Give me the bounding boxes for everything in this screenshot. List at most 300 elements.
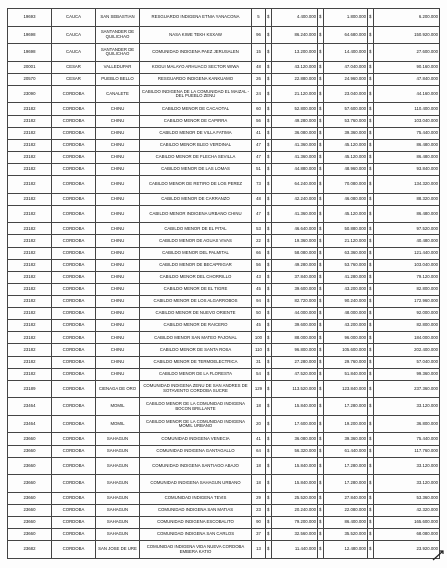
value-1-cell: 19.360.000 (272, 235, 318, 247)
currency-cell: $ (368, 164, 374, 176)
signature-mark-icon (431, 548, 445, 562)
table-row (8, 44, 440, 62)
currency-cell: $ (266, 457, 272, 475)
currency-cell: $ (266, 127, 272, 139)
currency-cell: $ (318, 139, 324, 151)
code-cell: 19693 (8, 9, 52, 27)
table-row (8, 103, 440, 115)
code-cell: 23182 (8, 176, 52, 194)
municipality-cell: CHINU (96, 139, 140, 151)
municipality-cell: CHINU (96, 115, 140, 127)
table-row (8, 26, 440, 44)
community-name-cell: CABILDO MENOR DE CACAOTAL (140, 103, 252, 115)
code-cell: 23182 (8, 247, 52, 259)
value-1-cell: 15.840.000 (272, 457, 318, 475)
table-body (8, 9, 440, 559)
currency-cell: $ (368, 85, 374, 103)
department-cell: CORDOBA (52, 283, 96, 295)
municipality-cell: CHINU (96, 368, 140, 380)
community-name-cell: COMUNIDAD INDIGENA SANTIAGO ABAJO (140, 457, 252, 475)
value-2-cell: 46.080.000 (324, 193, 368, 205)
value-2-cell: 53.760.000 (324, 259, 368, 271)
municipality-cell: SANTANDER DE QUILICHAO (96, 44, 140, 62)
municipality-cell: MOMIL (96, 415, 140, 433)
code-cell: 23182 (8, 368, 52, 380)
total-cell: 99.360.000 (374, 368, 440, 380)
currency-cell: $ (318, 529, 324, 541)
department-cell: CORDOBA (52, 332, 96, 344)
currency-cell: $ (318, 504, 324, 516)
community-name-cell: CABILDO MENOR DE BECAPRIGAR (140, 259, 252, 271)
currency-cell: $ (318, 308, 324, 320)
municipality-cell: CHINU (96, 223, 140, 235)
code-cell: 23464 (8, 398, 52, 416)
currency-cell: $ (266, 445, 272, 457)
count-cell: 29 (252, 492, 266, 504)
currency-cell: $ (266, 73, 272, 85)
total-cell: 86.480.000 (374, 205, 440, 223)
currency-cell: $ (318, 61, 324, 73)
currency-cell: $ (318, 415, 324, 433)
municipality-cell: SAHAGUN (96, 457, 140, 475)
department-cell: CORDOBA (52, 380, 96, 398)
currency-cell: $ (368, 308, 374, 320)
table-row (8, 115, 440, 127)
municipality-cell: PUEBLO BELLO (96, 73, 140, 85)
currency-cell: $ (368, 151, 374, 163)
table-row (8, 541, 440, 559)
department-cell: CESAR (52, 73, 96, 85)
value-1-cell: 11.440.000 (272, 541, 318, 559)
count-cell: 47 (252, 205, 266, 223)
department-cell: CORDOBA (52, 308, 96, 320)
code-cell: 23182 (8, 296, 52, 308)
community-name-cell: COMUNIDAD INDIGENA VIDA NUEVA CORDOBA EMBERA KATIO (140, 541, 252, 559)
community-name-cell: CABILDO MENOR DE TERMOELECTRICA (140, 356, 252, 368)
currency-cell: $ (266, 332, 272, 344)
code-cell: 23182 (8, 308, 52, 320)
value-2-cell: 50.880.000 (324, 223, 368, 235)
department-cell: CORDOBA (52, 517, 96, 529)
community-name-cell: COMUNIDAD INDIGENA ZENU DE SAN ANDRES DE SOTAVENTO CORDOBA SUCRE (140, 380, 252, 398)
count-cell: 54 (252, 368, 266, 380)
currency-cell: $ (318, 176, 324, 194)
code-cell: 23182 (8, 223, 52, 235)
currency-cell: $ (318, 344, 324, 356)
value-2-cell: 53.760.000 (324, 115, 368, 127)
currency-cell: $ (318, 433, 324, 445)
department-cell: CORDOBA (52, 205, 96, 223)
municipality-cell: CHINU (96, 296, 140, 308)
table-row (8, 296, 440, 308)
department-cell: CORDOBA (52, 223, 96, 235)
value-2-cell: 96.000.000 (324, 332, 368, 344)
total-cell: 110.400.000 (374, 103, 440, 115)
community-name-cell: CABILDO MENOR INDIGENA URBANO CHINU (140, 205, 252, 223)
currency-cell: $ (368, 283, 374, 295)
total-cell: 68.080.000 (374, 529, 440, 541)
value-1-cell: 25.520.000 (272, 492, 318, 504)
value-1-cell: 43.120.000 (272, 61, 318, 73)
value-2-cell: 105.600.000 (324, 344, 368, 356)
community-name-cell: CABILDO MENOR DE LA COMUNIDAD INDIGENA BOCON BRILLANTE (140, 398, 252, 416)
currency-cell: $ (318, 332, 324, 344)
count-cell: 26 (252, 73, 266, 85)
currency-cell: $ (368, 259, 374, 271)
community-name-cell: COMUNIDAD INDIGENA GANTAGALLO (140, 445, 252, 457)
code-cell: 23182 (8, 127, 52, 139)
currency-cell: $ (318, 127, 324, 139)
department-cell: CORDOBA (52, 475, 96, 493)
table-row (8, 127, 440, 139)
count-cell: 94 (252, 296, 266, 308)
value-2-cell: 17.280.000 (324, 457, 368, 475)
total-cell: 86.480.000 (374, 151, 440, 163)
table-row (8, 475, 440, 493)
municipality-cell: SAN JOSE DE URE (96, 541, 140, 559)
currency-cell: $ (266, 368, 272, 380)
table-row (8, 492, 440, 504)
value-1-cell: 39.600.000 (272, 320, 318, 332)
table-row (8, 247, 440, 259)
currency-cell: $ (266, 139, 272, 151)
code-cell: 23182 (8, 283, 52, 295)
currency-cell: $ (318, 320, 324, 332)
count-cell: 48 (252, 61, 266, 73)
total-cell: 33.120.000 (374, 457, 440, 475)
currency-cell: $ (368, 235, 374, 247)
total-cell: 121.440.000 (374, 247, 440, 259)
total-cell: 75.440.000 (374, 127, 440, 139)
value-2-cell: 64.680.000 (324, 26, 368, 44)
currency-cell: $ (368, 445, 374, 457)
currency-cell: $ (318, 457, 324, 475)
currency-cell: $ (318, 115, 324, 127)
count-cell: 5 (252, 9, 266, 27)
value-2-cell: 45.120.000 (324, 151, 368, 163)
count-cell: 31 (252, 356, 266, 368)
community-name-cell: KOGUI MALAYO ARHUACO SECTOR WIWA (140, 61, 252, 73)
currency-cell: $ (318, 205, 324, 223)
community-name-cell: CABILDO MENOR DE AGUAS VIVAS (140, 235, 252, 247)
community-name-cell: CABILDO MENOR DE RAICERO (140, 320, 252, 332)
total-cell: 86.480.000 (374, 139, 440, 151)
municipality-cell: SAHAGUN (96, 475, 140, 493)
count-cell: 23 (252, 504, 266, 516)
table-row (8, 205, 440, 223)
currency-cell: $ (266, 164, 272, 176)
currency-cell: $ (318, 44, 324, 62)
value-2-cell: 51.840.000 (324, 368, 368, 380)
total-cell: 172.960.000 (374, 296, 440, 308)
value-1-cell: 56.320.000 (272, 445, 318, 457)
value-2-cell: 24.960.000 (324, 73, 368, 85)
department-cell: CORDOBA (52, 235, 96, 247)
value-1-cell: 88.000.000 (272, 332, 318, 344)
currency-cell: $ (266, 193, 272, 205)
currency-cell: $ (368, 332, 374, 344)
count-cell: 50 (252, 308, 266, 320)
department-cell: CORDOBA (52, 457, 96, 475)
code-cell: 19698 (8, 44, 52, 62)
count-cell: 60 (252, 103, 266, 115)
value-2-cell: 41.280.000 (324, 271, 368, 283)
municipality-cell: CANALETE (96, 85, 140, 103)
table-row (8, 235, 440, 247)
community-name-cell: CABILDO MENOR DE LA FLORESTA (140, 368, 252, 380)
currency-cell: $ (266, 259, 272, 271)
value-2-cell: 22.080.000 (324, 504, 368, 516)
value-2-cell: 1.800.000 (324, 9, 368, 27)
currency-cell: $ (266, 85, 272, 103)
municipality-cell: SAHAGUN (96, 492, 140, 504)
table-row (8, 356, 440, 368)
total-cell: 184.000.000 (374, 332, 440, 344)
value-1-cell: 21.120.000 (272, 85, 318, 103)
count-cell: 47 (252, 151, 266, 163)
department-cell: CORDOBA (52, 492, 96, 504)
code-cell: 23660 (8, 492, 52, 504)
count-cell: 48 (252, 193, 266, 205)
municipality-cell: SAHAGUN (96, 504, 140, 516)
code-cell: 23660 (8, 433, 52, 445)
community-name-cell: CABILDO MENOR DEL CHORRILLO (140, 271, 252, 283)
currency-cell: $ (266, 356, 272, 368)
currency-cell: $ (266, 176, 272, 194)
currency-cell: $ (266, 380, 272, 398)
total-cell: 103.040.000 (374, 115, 440, 127)
table-row (8, 457, 440, 475)
total-cell: 36.800.000 (374, 415, 440, 433)
table-row (8, 445, 440, 457)
allocation-table (7, 8, 440, 559)
municipality-cell: CHINU (96, 193, 140, 205)
count-cell: 56 (252, 259, 266, 271)
total-cell: 33.120.000 (374, 475, 440, 493)
table-row (8, 415, 440, 433)
table-row (8, 308, 440, 320)
total-cell: 33.120.000 (374, 398, 440, 416)
table-row (8, 283, 440, 295)
total-cell: 53.360.000 (374, 492, 440, 504)
community-name-cell: CABILDO INDIGENA DE LA COMUNIDAD EL MAIZAL - DEL PUEBLO ZENU (140, 85, 252, 103)
code-cell: 23182 (8, 139, 52, 151)
currency-cell: $ (266, 492, 272, 504)
count-cell: 100 (252, 332, 266, 344)
value-1-cell: 22.880.000 (272, 73, 318, 85)
total-cell: 47.840.000 (374, 73, 440, 85)
community-name-cell: CABILDO MENOR DE EL TIGRE (140, 283, 252, 295)
currency-cell: $ (318, 475, 324, 493)
currency-cell: $ (266, 115, 272, 127)
count-cell: 56 (252, 115, 266, 127)
currency-cell: $ (368, 223, 374, 235)
municipality-cell: SAHAGUN (96, 517, 140, 529)
total-cell: 90.160.000 (374, 61, 440, 73)
municipality-cell: CHINU (96, 205, 140, 223)
community-name-cell: CABILDO MENOR DE LOS ALGARROBOS (140, 296, 252, 308)
department-cell: CORDOBA (52, 247, 96, 259)
currency-cell: $ (318, 398, 324, 416)
department-cell: CORDOBA (52, 176, 96, 194)
value-1-cell: 47.520.000 (272, 368, 318, 380)
value-1-cell: 49.280.000 (272, 115, 318, 127)
value-1-cell: 17.600.000 (272, 415, 318, 433)
count-cell: 73 (252, 176, 266, 194)
code-cell: 23182 (8, 320, 52, 332)
currency-cell: $ (318, 223, 324, 235)
currency-cell: $ (266, 308, 272, 320)
total-cell: 88.320.000 (374, 193, 440, 205)
value-2-cell: 43.200.000 (324, 283, 368, 295)
department-cell: CORDOBA (52, 151, 96, 163)
community-name-cell: CABILDO MENOR DE FLECHA SEVILLA (140, 151, 252, 163)
community-name-cell: CABILDO MENOR SAN MATEO PAJONAL (140, 332, 252, 344)
currency-cell: $ (368, 368, 374, 380)
currency-cell: $ (368, 271, 374, 283)
value-2-cell: 48.000.000 (324, 308, 368, 320)
total-cell: 103.040.000 (374, 259, 440, 271)
currency-cell: $ (368, 9, 374, 27)
value-1-cell: 39.600.000 (272, 283, 318, 295)
code-cell: 23182 (8, 103, 52, 115)
value-2-cell: 17.280.000 (324, 475, 368, 493)
total-cell: 75.440.000 (374, 433, 440, 445)
community-name-cell: CABILDO MENOR DE CAPIRRA (140, 115, 252, 127)
code-cell: 23660 (8, 504, 52, 516)
currency-cell: $ (266, 433, 272, 445)
value-2-cell: 45.120.000 (324, 205, 368, 223)
department-cell: CORDOBA (52, 368, 96, 380)
value-2-cell: 45.120.000 (324, 139, 368, 151)
department-cell: CORDOBA (52, 103, 96, 115)
table-row (8, 73, 440, 85)
value-2-cell: 123.840.000 (324, 380, 368, 398)
code-cell: 23682 (8, 541, 52, 559)
currency-cell: $ (368, 517, 374, 529)
currency-cell: $ (368, 44, 374, 62)
table-row (8, 151, 440, 163)
table-row (8, 271, 440, 283)
value-2-cell: 39.360.000 (324, 127, 368, 139)
total-cell: 23.920.000 (374, 541, 440, 559)
currency-cell: $ (368, 492, 374, 504)
value-2-cell: 12.480.000 (324, 541, 368, 559)
value-2-cell: 61.440.000 (324, 445, 368, 457)
municipality-cell: VALLEDUPAR (96, 61, 140, 73)
total-cell: 237.360.000 (374, 380, 440, 398)
currency-cell: $ (266, 235, 272, 247)
department-cell: CORDOBA (52, 164, 96, 176)
community-name-cell: COMUNIDAD INDIGENA SAN MATIAS (140, 504, 252, 516)
municipality-cell: CHINU (96, 271, 140, 283)
currency-cell: $ (318, 247, 324, 259)
municipality-cell: CHINU (96, 127, 140, 139)
code-cell: 23182 (8, 259, 52, 271)
table-row (8, 504, 440, 516)
currency-cell: $ (266, 9, 272, 27)
currency-cell: $ (368, 344, 374, 356)
count-cell: 18 (252, 475, 266, 493)
value-1-cell: 46.640.000 (272, 223, 318, 235)
count-cell: 45 (252, 320, 266, 332)
total-cell: 117.760.000 (374, 445, 440, 457)
department-cell: CORDOBA (52, 139, 96, 151)
count-cell: 37 (252, 529, 266, 541)
community-name-cell: COMUNIDAD INDIGENA ESCOBALITO (140, 517, 252, 529)
department-cell: CAUCA (52, 9, 96, 27)
count-cell: 53 (252, 223, 266, 235)
currency-cell: $ (368, 61, 374, 73)
count-cell: 110 (252, 344, 266, 356)
currency-cell: $ (368, 398, 374, 416)
municipality-cell: SAHAGUN (96, 445, 140, 457)
community-name-cell: COMUNIDAD INDIGENA SAHAGUN URBANO (140, 475, 252, 493)
department-cell: CORDOBA (52, 115, 96, 127)
currency-cell: $ (368, 457, 374, 475)
currency-cell: $ (266, 247, 272, 259)
code-cell: 23182 (8, 344, 52, 356)
department-cell: CORDOBA (52, 296, 96, 308)
currency-cell: $ (266, 320, 272, 332)
community-name-cell: COMUNIDAD INDIGENA VENECIA (140, 433, 252, 445)
department-cell: CORDOBA (52, 193, 96, 205)
table-row (8, 368, 440, 380)
currency-cell: $ (368, 529, 374, 541)
value-1-cell: 41.360.000 (272, 205, 318, 223)
code-cell: 23660 (8, 457, 52, 475)
value-2-cell: 47.040.000 (324, 61, 368, 73)
value-1-cell: 36.080.000 (272, 127, 318, 139)
code-cell: 23660 (8, 517, 52, 529)
count-cell: 20 (252, 415, 266, 433)
community-name-cell: CABILDO MENOR DE SANTA ROSA (140, 344, 252, 356)
municipality-cell: CHINU (96, 151, 140, 163)
currency-cell: $ (266, 61, 272, 73)
total-cell: 82.800.000 (374, 320, 440, 332)
value-2-cell: 14.400.000 (324, 44, 368, 62)
department-cell: CORDOBA (52, 271, 96, 283)
value-2-cell: 29.760.000 (324, 356, 368, 368)
currency-cell: $ (266, 26, 272, 44)
table-row (8, 176, 440, 194)
municipality-cell: CHINU (96, 235, 140, 247)
municipality-cell: SAHAGUN (96, 433, 140, 445)
code-cell: 23182 (8, 115, 52, 127)
table-row (8, 61, 440, 73)
currency-cell: $ (318, 103, 324, 115)
currency-cell: $ (318, 9, 324, 27)
municipality-cell: CHINU (96, 344, 140, 356)
currency-cell: $ (368, 115, 374, 127)
currency-cell: $ (318, 73, 324, 85)
department-cell: CAUCA (52, 26, 96, 44)
value-1-cell: 44.880.000 (272, 164, 318, 176)
count-cell: 64 (252, 445, 266, 457)
table-row (8, 139, 440, 151)
table-row (8, 9, 440, 27)
code-cell: 23660 (8, 445, 52, 457)
currency-cell: $ (368, 139, 374, 151)
table-row (8, 193, 440, 205)
code-cell: 23660 (8, 529, 52, 541)
municipality-cell: CHINU (96, 259, 140, 271)
code-cell: 23182 (8, 332, 52, 344)
department-cell: CESAR (52, 61, 96, 73)
count-cell: 45 (252, 283, 266, 295)
table-row (8, 517, 440, 529)
currency-cell: $ (266, 541, 272, 559)
